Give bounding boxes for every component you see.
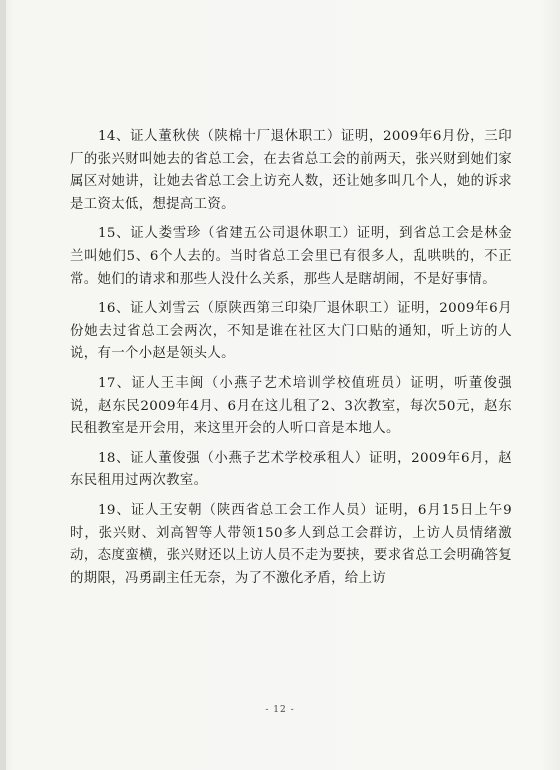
paragraph-17: 17、证人王丰闽（小燕子艺术培训学校值班员）证明，听董俊强说，赵东民2009年4月、6月在这儿租了2、3次教室，每次50元，赵东民租教室是开会用，来这里开会的人听口音是本地人。 [70,375,512,437]
page-binding-edge [0,0,6,770]
page-number: - 12 - [265,705,295,715]
paragraph-16: 16、证人刘雪云（原陕西第三印染厂退休职工）证明，2009年6月份她去过省总工会两次，不知是谁在社区大门口贴的通知，听上访的人说，有一个小赵是领头人。 [70,301,512,362]
paragraph-19: 19、证人王安朝（陕西省总工会工作人员）证明，6月15日上午9时，张兴财、刘高智等人带领150多人到总工会群访，上访人员情绪激动，态度蛮横，张兴财还以上访人员不走为要挟，要求省总工会明确答复的期限，冯勇副主任无奈，为了不激化矛盾，给上访 [70,502,512,586]
paragraph-14: 14、证人董秋侠（陕棉十厂退休职工）证明，2009年6月份，三印厂的张兴财叫她去的省总工会，在去省总工会的前两天，张兴财到她们家属区对她讲，让她去省总工会上访充人数，还让她多叫几个人，她的诉求是工资太低，想提高工资。 [70,129,512,212]
paragraph-18: 18、证人董俊强（小燕子艺术学校承租人）证明，2009年6月，赵东民租用过两次教室。 [70,450,512,489]
document-body [70,126,512,597]
paragraph-15: 15、证人娄雪珍（省建五公司退休职工）证明，到省总工会是林金兰叫她们5、6个人去的。当时省总工会里已有很多人，乱哄哄的，不正常。她们的请求和那些人没什么关系，那些人是瞎胡闹，不是好事情。 [70,226,512,287]
